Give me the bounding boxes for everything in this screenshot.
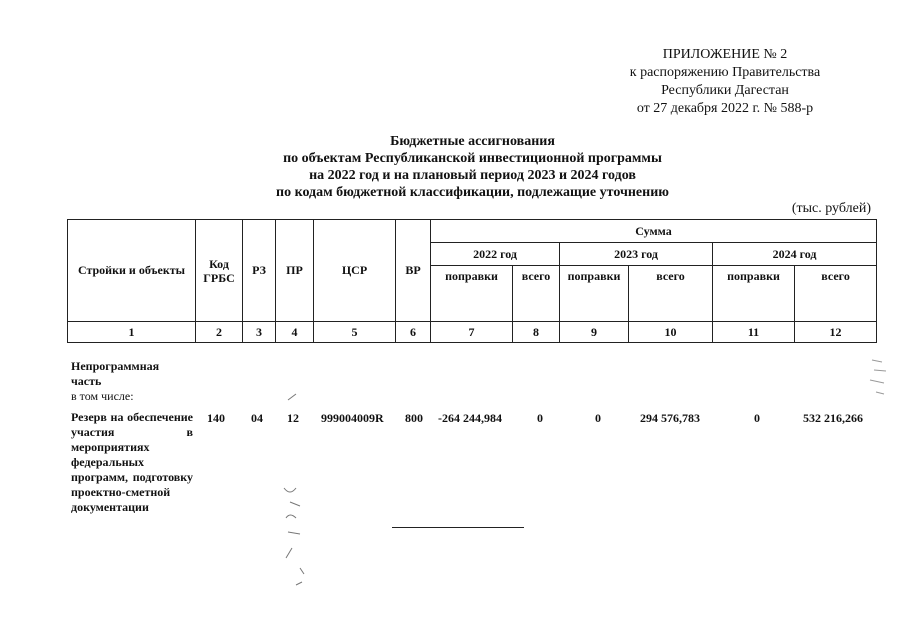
col-number-6: 6 (396, 322, 431, 343)
row-total-2023: 294 576,783 (640, 411, 700, 425)
col-number-5: 5 (314, 322, 396, 343)
section-title: Непрограммная часть (71, 359, 160, 388)
row-amend-2024: 0 (754, 411, 760, 425)
title-line-2: по объектам Республиканской инвестиционной программы (283, 151, 662, 166)
col-number-11: 11 (713, 322, 795, 343)
row-amend-2022: -264 244,984 (438, 411, 502, 425)
col-number-1: 1 (68, 322, 196, 343)
title-line-1: Бюджетные ассигнования (390, 134, 555, 149)
scan-artifact-right (866, 350, 896, 410)
row-amend-2023: 0 (595, 411, 601, 425)
document-title (200, 133, 745, 201)
header-total-2023: всего (629, 266, 713, 322)
section-heading (71, 359, 191, 404)
col-number-12: 12 (795, 322, 877, 343)
header-total-2022: всего (513, 266, 560, 322)
col-number-9: 9 (560, 322, 629, 343)
row-total-2022: 0 (537, 411, 543, 425)
header-sum: Сумма (431, 220, 877, 243)
col-number-8: 8 (513, 322, 560, 343)
header-year-2023: 2023 год (560, 243, 713, 266)
header-amend-2024: поправки (713, 266, 795, 322)
col-number-7: 7 (431, 322, 513, 343)
row-vr: 800 (405, 411, 423, 425)
col-number-10: 10 (629, 322, 713, 343)
row-csr: 999004009R (321, 411, 384, 425)
section-subtitle: в том числе: (71, 389, 134, 403)
header-grbs: Код ГРБС (196, 220, 243, 322)
header-amend-2023: поправки (560, 266, 629, 322)
title-line-3: на 2022 год и на плановый период 2023 и 2024 годов (309, 168, 636, 183)
appendix-date: от 27 декабря 2022 г. № 588-р (636, 101, 814, 116)
appendix-number: ПРИЛОЖЕНИЕ № 2 (662, 47, 788, 62)
budget-table (67, 219, 877, 343)
col-number-3: 3 (243, 322, 276, 343)
header-objects: Стройки и объекты (68, 220, 196, 322)
header-total-2024: всего (795, 266, 877, 322)
header-year-2022: 2022 год (431, 243, 560, 266)
appendix-header (600, 46, 850, 118)
row-name: Резерв на обеспечение участия в мероприятиях федеральных программ, подготовку проектно-сметной документации (71, 410, 193, 514)
col-number-4: 4 (276, 322, 314, 343)
header-rz: РЗ (243, 220, 276, 322)
row-total-2024: 532 216,266 (803, 411, 863, 425)
row-rz: 04 (251, 411, 263, 425)
units-label: (тыс. рублей) (791, 201, 871, 216)
header-amend-2022: поправки (431, 266, 513, 322)
col-number-2: 2 (196, 322, 243, 343)
header-vr: ВР (396, 220, 431, 322)
appendix-order-ref: к распоряжению Правительства (629, 65, 821, 80)
header-pr: ПР (276, 220, 314, 322)
header-csr: ЦСР (314, 220, 396, 322)
header-year-2024: 2024 год (713, 243, 877, 266)
row-grbs: 140 (207, 411, 225, 425)
closing-line (392, 527, 524, 528)
row-pr: 12 (287, 411, 299, 425)
title-line-4: по кодам бюджетной классификации, подлежащие уточнению (276, 185, 669, 200)
appendix-government: Республики Дагестан (661, 83, 789, 98)
